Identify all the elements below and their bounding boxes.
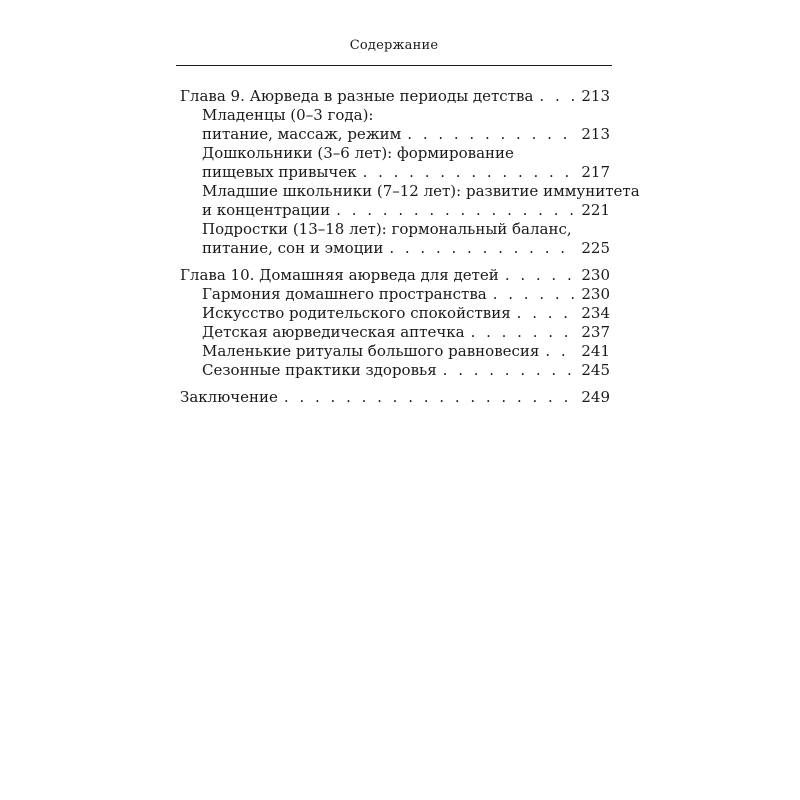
toc-entry-line: Подростки (13–18 лет): гормональный баланс, [202,220,572,238]
conclusion-title: Заключение [180,388,278,406]
chapter-title: Глава 10. Домашняя аюрведа для детей [180,266,499,284]
section-title: пищевых привычек [202,163,357,181]
section-title: и концентрации [202,201,331,219]
dot-leader [284,388,575,407]
chapter-title: Глава 9. Аюрведа в разные периоды детства [180,87,534,105]
toc-entry-section[interactable] [180,361,610,380]
dot-leader [493,285,576,304]
page-number: 241 [581,342,610,360]
page-number: 213 [581,125,610,143]
chapter-10 [180,266,610,380]
section-title: Гармония домашнего пространства [202,285,487,303]
dot-leader [517,304,576,323]
toc-entry-section[interactable] [180,163,610,182]
toc-entry-section[interactable] [180,342,610,361]
page-number: 230 [581,266,610,284]
page-number: 225 [581,239,610,257]
page-number: 221 [581,201,610,219]
page-number: 213 [581,87,610,105]
toc-entry-chapter-10[interactable] [180,266,610,285]
toc-entry-section[interactable] [180,304,610,323]
toc-entry-line: Младшие школьники (7–12 лет): развитие иммунитета [202,182,640,200]
toc-entry-section[interactable] [180,125,610,144]
toc-entry-line: Младенцы (0–3 года): [202,106,374,124]
dot-leader [443,361,576,380]
dot-leader [389,239,575,258]
dot-leader [407,125,575,144]
dot-leader [363,163,576,182]
section-title: Маленькие ритуалы большого равновесия [202,342,540,360]
toc-entry-chapter-9[interactable] [180,87,610,106]
toc-entry-section[interactable] [180,323,610,342]
toc-entry-conclusion[interactable] [180,388,610,407]
section-title: Детская аюрведическая аптечка [202,323,465,341]
dot-leader [539,87,575,106]
dot-leader [545,342,575,361]
dot-leader [505,266,576,285]
dot-leader [471,323,576,342]
page-number: 249 [581,388,610,406]
page-number: 234 [581,304,610,322]
page-number: 217 [581,163,610,181]
section-title: Искусство родительского спокойствия [202,304,511,322]
toc-entry-section[interactable] [180,239,610,258]
toc-entry-line: Дошкольники (3–6 лет): формирование [202,144,514,162]
running-header: Содержание [349,38,439,53]
table-of-contents [180,87,640,407]
page-number: 245 [581,361,610,379]
toc-entry-section[interactable] [180,285,610,304]
section-title: Сезонные практики здоровья [202,361,437,379]
page-number: 237 [581,323,610,341]
page-number: 230 [581,285,610,303]
header-rule [176,65,612,66]
toc-entry-section[interactable] [180,201,610,220]
conclusion [180,388,610,407]
chapter-9 [180,87,640,258]
dot-leader [336,201,575,220]
section-title: питание, сон и эмоции [202,239,384,257]
section-title: питание, массаж, режим [202,125,402,143]
